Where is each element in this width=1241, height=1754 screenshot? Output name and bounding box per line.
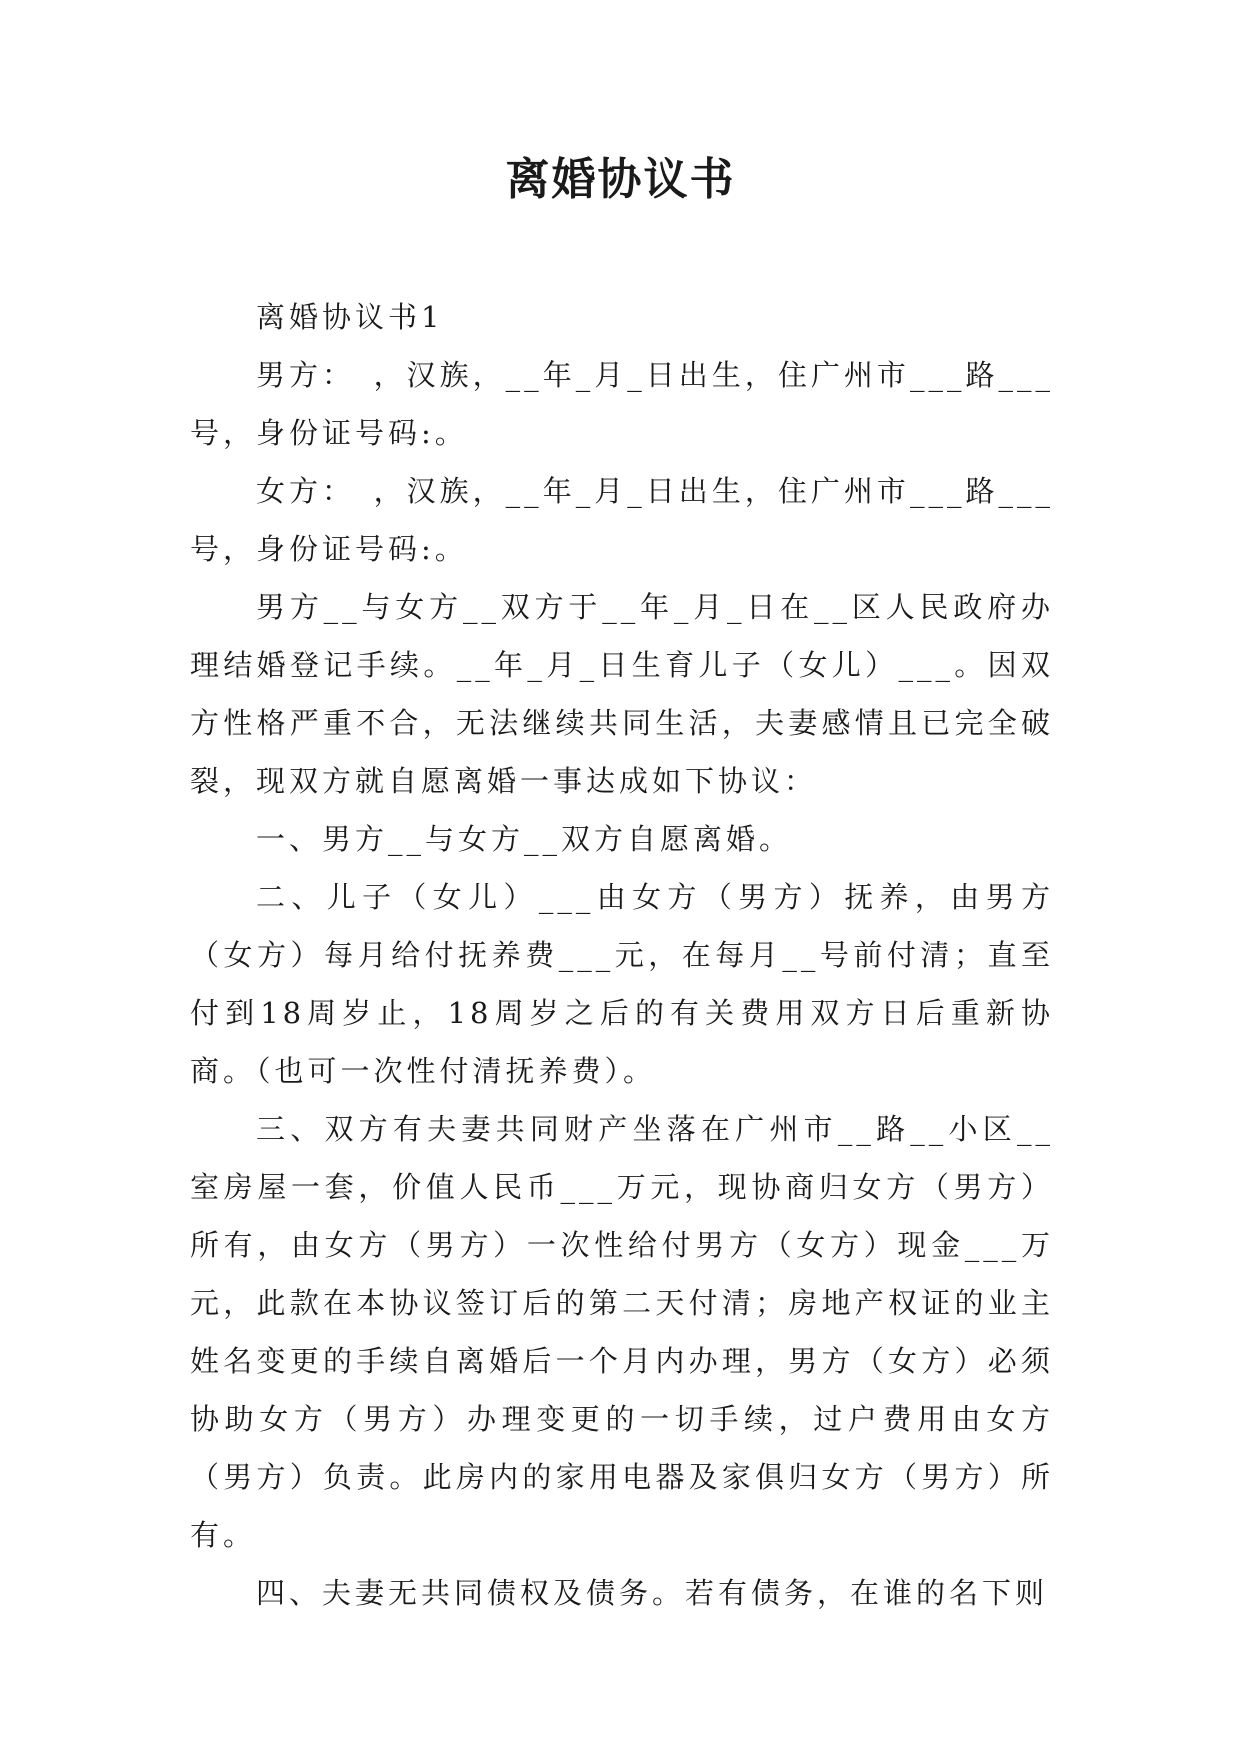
clause-2: 二、儿子（女儿）___由女方（男方）抚养，由男方（女方）每月给付抚养费___元，在每月__号前付清；直至付到18周岁止，18周岁之后的有关费用双方日后重新协商。（也可一次性付清抚养费）。: [190, 880, 1054, 1088]
clause-3: 三、双方有夫妻共同财产坐落在广州市__路__小区__室房屋一套，价值人民币___万元，现协商归女方（男方）所有，由女方（男方）一次性给付男方（女方）现金___万元，此款在本协议签订后的第二天付清；房地产权证的业主姓名变更的手续自离婚后一个月内办理，男方（女方）必须协助女方（男方）办理变更的一切手续，过户费用由女方（男方）负责。此房内的家用电器及家俱归女方（男方）所有。: [190, 1112, 1054, 1552]
clause-1: 一、男方__与女方__双方自愿离婚。: [256, 822, 793, 856]
document-title: 离婚协议书: [505, 154, 736, 205]
paragraph-male-party: 男方： ，汉族，__年_月_日出生，住广州市___路___号，身份证号码:。: [190, 358, 1054, 450]
paragraph-female-party: 女方： ，汉族，__年_月_日出生，住广州市___路___号，身份证号码:。: [190, 474, 1054, 566]
section-heading: 离婚协议书1: [256, 300, 444, 334]
paragraph-background: 男方__与女方__双方于__年_月_日在__区人民政府办理结婚登记手续。__年_月_日生育儿子（女儿）___。因双方性格严重不合，无法继续共同生活，夫妻感情且已完全破裂，现双方就自愿离婚一事达成如下协议：: [190, 590, 1054, 798]
clause-4: 四、夫妻无共同债权及债务。若有债务，在谁的名下则: [256, 1576, 1049, 1610]
document-body: [190, 288, 1054, 1622]
